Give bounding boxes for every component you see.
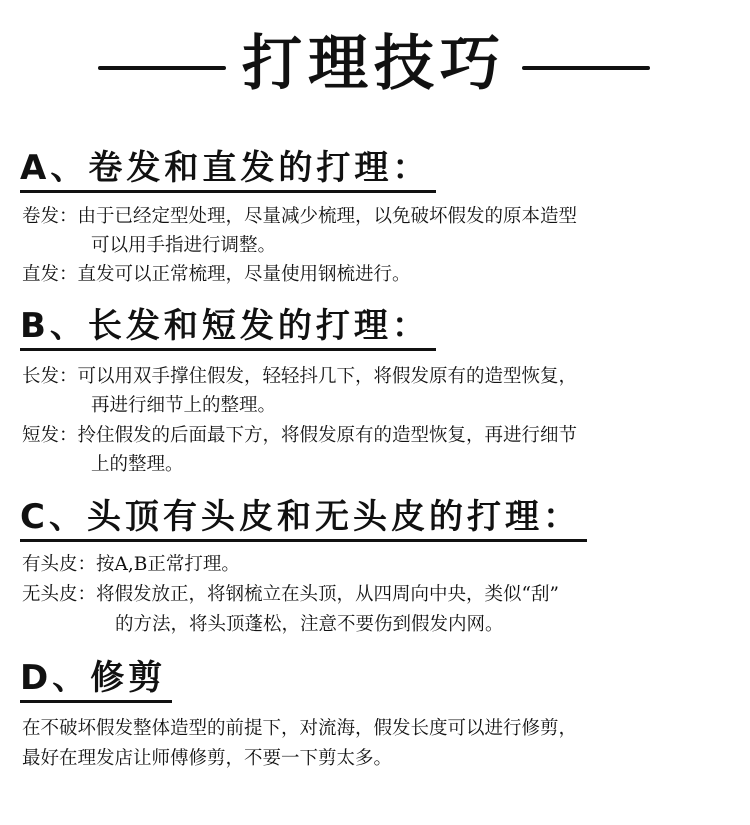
section-b-heading: B、长发和短发的打理：: [20, 304, 436, 351]
item-label: 无头皮：: [22, 584, 97, 605]
item-text: 将假发放正，将钢梳立在头顶，从四周向中央，类似“刮”: [96, 584, 559, 605]
section-d-paragraph-line: 在不破坏假发整体造型的前提下，对流海，假发长度可以进行修剪，: [22, 718, 578, 739]
section-c-item-without-scalp: [22, 580, 559, 609]
title-rule-right: [522, 66, 650, 70]
section-c-item-with-scalp: [22, 550, 240, 579]
item-text-continued: 再进行细节上的整理。: [91, 395, 277, 416]
item-label: 有头皮：: [22, 554, 97, 575]
section-b-item-short: [22, 421, 577, 450]
item-label: 短发：: [22, 425, 78, 446]
item-text-continued: 可以用手指进行调整。: [91, 235, 277, 256]
title-rule-left: [98, 66, 226, 70]
item-text-continued: 上的整理。: [91, 454, 184, 475]
section-a-heading: A、卷发和直发的打理：: [20, 146, 436, 193]
item-text-continued: 的方法，将头顶蓬松，注意不要伤到假发内网。: [115, 614, 504, 635]
section-a-item-curly: [22, 202, 577, 231]
item-label: 直发：: [22, 264, 78, 285]
page-title: 打理技巧: [242, 29, 506, 99]
item-text: 按A,B正常打理。: [96, 554, 240, 575]
title-banner: [0, 20, 750, 110]
item-text: 直发可以正常梳理，尽量使用钢梳进行。: [77, 264, 411, 285]
item-text: 由于已经定型处理，尽量减少梳理，以免破坏假发的原本造型: [77, 206, 578, 227]
section-a-item-straight: [22, 260, 411, 289]
item-text: 可以用双手撑住假发，轻轻抖几下，将假发原有的造型恢复，: [77, 366, 578, 387]
section-c-heading: C、头顶有头皮和无头皮的打理：: [20, 495, 587, 542]
item-label: 长发：: [22, 366, 78, 387]
item-label: 卷发：: [22, 206, 78, 227]
section-b-item-long: [22, 362, 577, 391]
item-text: 拎住假发的后面最下方，将假发原有的造型恢复，再进行细节: [77, 425, 578, 446]
section-d-heading: D、修剪: [20, 656, 172, 703]
section-d-paragraph-line: 最好在理发店让师傅修剪，不要一下剪太多。: [22, 748, 393, 769]
